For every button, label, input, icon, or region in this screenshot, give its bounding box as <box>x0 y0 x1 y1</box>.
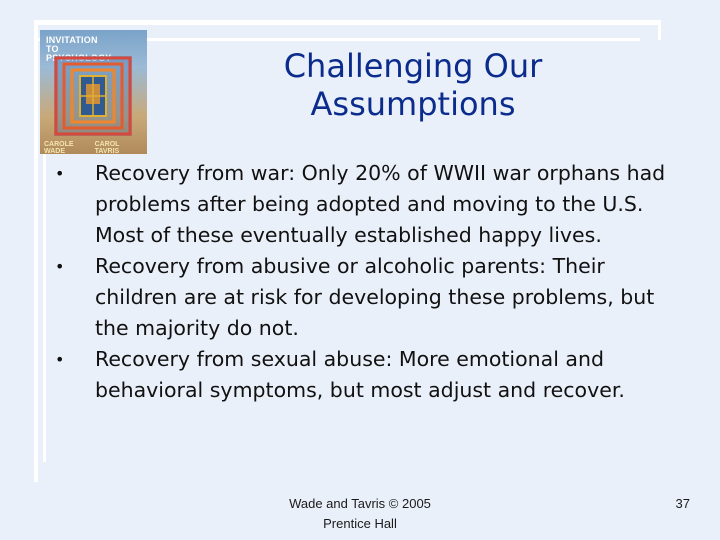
frame-line-left <box>34 20 38 482</box>
book-cover-author-1: CAROLE WADE <box>44 141 74 154</box>
frame-line-right <box>658 20 661 40</box>
slide-footer <box>260 494 460 534</box>
frame-line-left-inner <box>43 150 46 462</box>
slide-title-line-2: Assumptions <box>310 85 516 123</box>
book-cover-authors <box>44 141 144 154</box>
bullet-icon: • <box>55 350 65 369</box>
bullet-icon: • <box>55 164 65 183</box>
bullet-list <box>50 158 680 406</box>
footer-line-1: Wade and Tavris © 2005 <box>289 496 431 511</box>
bullet-item <box>50 158 680 251</box>
bullet-item <box>50 251 680 344</box>
footer-line-2: Prentice Hall <box>323 516 397 531</box>
book-cover-author-2: CAROL TAVRIS <box>94 141 120 154</box>
slide-title <box>230 47 596 123</box>
bullet-text: Recovery from abusive or alcoholic parents: Their children are at risk for developing these problems, but the majority do not. <box>95 254 655 340</box>
book-cover-title-line-2: TO PSYCHOLOGY <box>46 44 112 63</box>
bullet-item <box>50 344 680 406</box>
slide-title-line-1: Challenging Our <box>283 47 543 85</box>
bullet-text: Recovery from war: Only 20% of WWII war orphans had problems after being adopted and moving to the U.S. Most of these eventually established happy lives. <box>95 161 666 247</box>
book-cover-image <box>40 30 147 154</box>
frame-line-top <box>36 20 660 25</box>
book-cover-title-line-1: INVITATION <box>46 35 98 45</box>
bullet-text: Recovery from sexual abuse: More emotional and behavioral symptoms, but most adjust and recover. <box>95 347 625 402</box>
window-frames-graphic <box>54 56 132 136</box>
page-number: 37 <box>675 496 690 511</box>
bullet-icon: • <box>55 257 65 276</box>
